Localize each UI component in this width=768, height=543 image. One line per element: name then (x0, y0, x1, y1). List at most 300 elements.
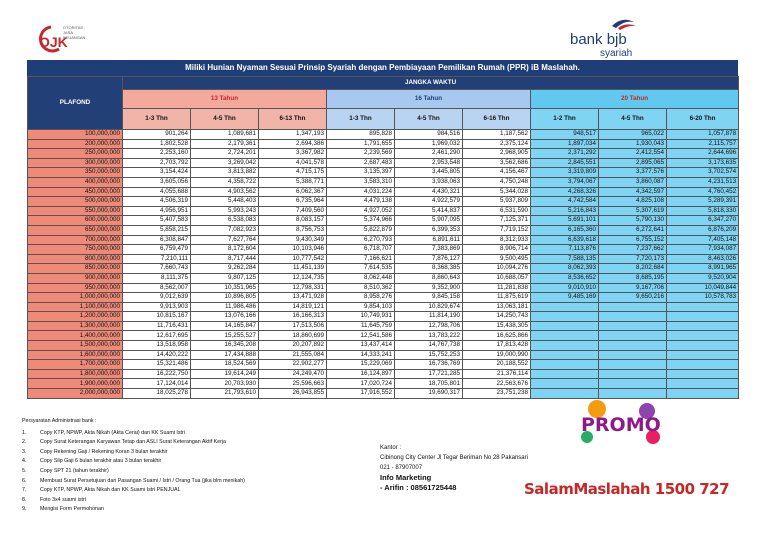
installment-cell: 7,383,869 (395, 245, 463, 255)
installment-cell: 1,089,681 (191, 130, 259, 140)
table-row (28, 216, 739, 226)
installment-cell: 3,562,686 (463, 158, 531, 168)
plafond-cell: 1,800,000,000 (28, 369, 123, 379)
installment-cell: 2,239,569 (327, 149, 395, 159)
installment-cell: 10,829,674 (395, 302, 463, 312)
installment-cell: 5,414,837 (395, 206, 463, 216)
installment-cell: 16,166,313 (259, 312, 327, 322)
installment-cell: 3,135,397 (327, 168, 395, 178)
plafond-cell: 750,000,000 (28, 245, 123, 255)
table-row (28, 177, 739, 187)
requirement-number: 9. (22, 506, 27, 513)
requirement-item (22, 496, 352, 506)
plafond-cell: 500,000,000 (28, 197, 123, 207)
requirements-list (22, 417, 352, 515)
installment-cell: 6,891,611 (395, 235, 463, 245)
installment-cell: 17,721,285 (395, 369, 463, 379)
installment-cell: 21,555,084 (259, 350, 327, 360)
requirement-number: 1. (22, 429, 27, 436)
promo-badge (575, 397, 670, 452)
plafond-cell: 800,000,000 (28, 254, 123, 264)
installment-cell: 4,479,138 (327, 197, 395, 207)
plafond-cell: 450,000,000 (28, 187, 123, 197)
table-row (28, 187, 739, 197)
plafond-cell: 300,000,000 (28, 158, 123, 168)
table-row (28, 139, 739, 149)
plafond-cell: 1,600,000,000 (28, 350, 123, 360)
installment-cell (531, 350, 599, 360)
installment-cell: 10,103,946 (259, 245, 327, 255)
installment-cell: 9,430,349 (259, 235, 327, 245)
installment-cell: 11,281,838 (463, 283, 531, 293)
installment-cell: 8,562,007 (123, 283, 191, 293)
installment-cell: 6,165,360 (531, 225, 599, 235)
installment-cell: 4,358,722 (191, 177, 259, 187)
installment-cell: 12,798,706 (395, 321, 463, 331)
bjb-syariah-logo (560, 12, 680, 62)
installment-cell: 10,578,783 (667, 293, 739, 303)
installment-cell: 12,541,586 (327, 331, 395, 341)
installment-cell: 5,374,966 (327, 216, 395, 226)
plafond-cell: 700,000,000 (28, 235, 123, 245)
installment-cell: 2,687,483 (327, 158, 395, 168)
installment-cell (667, 341, 739, 351)
table-row (28, 369, 739, 379)
requirement-text: Membuat Surat Persetujuan dari Pasangan Suami / Istri / Orang Tua (jika blm menikah) (40, 477, 245, 484)
info-marketing-label: Info Marketing (380, 473, 432, 482)
requirement-number: 5. (22, 467, 27, 474)
installment-cell: 17,434,888 (191, 350, 259, 360)
installment-cell: 2,644,696 (667, 149, 739, 159)
installment-cell: 7,237,662 (599, 245, 667, 255)
installment-cell: 9,807,125 (191, 273, 259, 283)
installment-cell (667, 331, 739, 341)
installment-cell: 8,906,714 (463, 245, 531, 255)
installment-cell: 948,517 (531, 130, 599, 140)
promo-sub: 50% (633, 439, 649, 447)
installment-cell: 3,813,882 (191, 168, 259, 178)
installment-cell: 9,913,903 (123, 302, 191, 312)
installment-cell: 2,375,124 (463, 139, 531, 149)
installment-cell: 8,685,195 (599, 273, 667, 283)
table-row (28, 206, 739, 216)
installment-cell: 1,057,878 (667, 130, 739, 140)
installment-cell: 9,845,158 (395, 293, 463, 303)
table-row (28, 245, 739, 255)
sub-header: 4-5 Thn (599, 109, 667, 130)
installment-cell: 12,124,735 (259, 273, 327, 283)
requirement-number: 4. (22, 458, 27, 465)
installment-cell: 1,802,528 (123, 139, 191, 149)
installment-cell: 10,896,805 (191, 293, 259, 303)
installment-cell: 8,717,444 (191, 254, 259, 264)
installment-cell (531, 369, 599, 379)
installment-cell: 6,308,847 (123, 235, 191, 245)
installment-cell: 5,691,101 (531, 216, 599, 226)
requirement-text: Copy SPT 21 (tahun terakhir) (40, 467, 109, 474)
table-row (28, 264, 739, 274)
installment-cell: 2,179,361 (191, 139, 259, 149)
marketing-contact: - Arifin : 08561725448 (380, 483, 457, 492)
installment-cell: 6,735,964 (259, 197, 327, 207)
installment-cell: 4,268,326 (531, 187, 599, 197)
installment-cell (667, 360, 739, 370)
ojk-logo (33, 19, 103, 61)
installment-cell: 8,202,684 (599, 264, 667, 274)
installment-cell: 17,513,506 (259, 321, 327, 331)
salam-maslahah: SalamMaslahah 1500 727 (524, 480, 730, 498)
installment-cell: 8,510,362 (327, 283, 395, 293)
installment-cell: 8,172,604 (191, 245, 259, 255)
installment-cell: 19,000,990 (463, 350, 531, 360)
installment-cell: 4,927,052 (327, 206, 395, 216)
installment-cell: 17,020,724 (327, 379, 395, 389)
installment-cell (667, 302, 739, 312)
installment-cell: 10,688,057 (463, 273, 531, 283)
installment-cell: 3,938,063 (395, 177, 463, 187)
installment-cell (667, 369, 739, 379)
installment-cell: 24,249,470 (259, 369, 327, 379)
sub-header: 6-16 Thn (463, 109, 531, 130)
group-20-tahun: 20 Tahun (531, 90, 739, 109)
requirement-item (22, 505, 352, 515)
installment-cell: 13,471,928 (259, 293, 327, 303)
installment-cell: 7,082,923 (191, 225, 259, 235)
installment-cell: 13,437,414 (327, 341, 395, 351)
installment-cell: 11,814,190 (395, 312, 463, 322)
promo-banner: Miliki Hunian Nyaman Sesuai Prinsip Syariah dengan Pembiayaan Pemilikan Rumah (PPR) iB Maslahah. (27, 60, 738, 76)
table-row (28, 225, 739, 235)
installment-cell: 3,605,056 (123, 177, 191, 187)
installment-cell: 7,210,111 (123, 254, 191, 264)
installment-cell: 7,876,127 (395, 254, 463, 264)
table-row (28, 321, 739, 331)
installment-cell: 2,703,792 (123, 158, 191, 168)
installment-cell: 7,627,764 (191, 235, 259, 245)
installment-cell: 2,968,905 (463, 149, 531, 159)
requirement-text: Foto 3x4 suami istri (40, 496, 86, 503)
installment-cell: 4,922,579 (395, 197, 463, 207)
office-address: Cibinong City Center Jl Tegar Beriman No 28 Pakansari (380, 455, 528, 461)
installment-cell: 17,916,552 (327, 389, 395, 399)
installment-cell: 15,229,069 (327, 360, 395, 370)
installment-cell: 6,399,353 (395, 225, 463, 235)
installment-cell (667, 350, 739, 360)
installment-cell: 17,813,428 (463, 341, 531, 351)
installment-cell: 7,113,876 (531, 245, 599, 255)
installment-cell: 5,307,619 (599, 206, 667, 216)
installment-cell: 13,783,222 (395, 331, 463, 341)
installment-cell: 20,207,892 (259, 341, 327, 351)
installment-cell: 4,506,319 (123, 197, 191, 207)
installment-cell: 7,660,743 (123, 264, 191, 274)
table-row (28, 341, 739, 351)
ojk-mark: OJK (39, 34, 68, 50)
bjb-sub: syariah (600, 48, 633, 59)
installment-cell: 10,749,931 (327, 312, 395, 322)
installment-cell: 9,352,900 (395, 283, 463, 293)
requirement-number: 7. (22, 487, 27, 494)
group-13-tahun: 13 Tahun (123, 90, 327, 109)
installment-cell: 5,993,243 (191, 206, 259, 216)
installment-cell (667, 312, 739, 322)
installment-cell: 13,518,958 (123, 341, 191, 351)
installment-cell: 13,076,166 (191, 312, 259, 322)
installment-cell: 15,752,253 (395, 350, 463, 360)
installment-cell: 6,538,083 (191, 216, 259, 226)
requirement-text: Copy Slip Gaji 6 bulan terakhir atau 3 bulan terakhir (40, 458, 162, 465)
plafond-header: PLAFOND (28, 77, 123, 130)
installment-cell: 4,825,108 (599, 197, 667, 207)
installment-cell: 3,173,635 (667, 158, 739, 168)
table-row (28, 350, 739, 360)
installment-cell: 7,405,148 (667, 235, 739, 245)
installment-cell: 18,860,699 (259, 331, 327, 341)
installment-cell: 8,083,157 (259, 216, 327, 226)
installment-cell: 6,272,641 (599, 225, 667, 235)
installment-cell: 1,187,562 (463, 130, 531, 140)
table-row (28, 168, 739, 178)
installment-cell: 15,255,527 (191, 331, 259, 341)
plafond-cell: 350,000,000 (28, 168, 123, 178)
installment-cell: 2,953,548 (395, 158, 463, 168)
installment-cell (531, 331, 599, 341)
plafond-cell: 850,000,000 (28, 264, 123, 274)
installment-cell: 7,934,087 (667, 245, 739, 255)
requirement-number: 3. (22, 448, 27, 455)
requirement-item (22, 486, 352, 496)
installment-cell: 6,759,479 (123, 245, 191, 255)
installment-cell: 12,617,695 (123, 331, 191, 341)
plafond-cell: 2,000,000,000 (28, 389, 123, 399)
installment-cell (531, 379, 599, 389)
kantor-label: Kantor : (380, 445, 402, 451)
office-phone: 021 - 87907007 (380, 465, 423, 471)
requirements-title: Persyaratan Administrasi bank : (22, 418, 97, 424)
installment-cell: 20,703,930 (191, 379, 259, 389)
installment-cell: 2,845,551 (531, 158, 599, 168)
installment-cell: 19,614,249 (191, 369, 259, 379)
table-row (28, 158, 739, 168)
plafond-cell: 1,000,000,000 (28, 293, 123, 303)
installment-cell: 8,756,753 (259, 225, 327, 235)
installment-cell: 7,125,371 (463, 216, 531, 226)
installment-cell: 26,943,855 (259, 389, 327, 399)
installment-cell: 8,536,652 (531, 273, 599, 283)
table-row (28, 293, 739, 303)
installment-cell: 5,822,879 (327, 225, 395, 235)
installment-cell: 10,049,844 (667, 283, 739, 293)
installment-cell: 5,818,330 (667, 206, 739, 216)
table-row (28, 302, 739, 312)
installment-cell: 16,625,866 (463, 331, 531, 341)
installment-cell: 9,262,284 (191, 264, 259, 274)
installment-cell: 8,463,026 (667, 254, 739, 264)
installment-cell: 7,614,535 (327, 264, 395, 274)
installment-cell: 4,742,584 (531, 197, 599, 207)
installment-cell: 4,430,321 (395, 187, 463, 197)
installment-cell: 6,531,590 (463, 206, 531, 216)
installment-cell: 10,351,965 (191, 283, 259, 293)
installment-cell: 8,860,643 (395, 273, 463, 283)
installment-cell (531, 321, 599, 331)
installment-cell: 9,485,169 (531, 293, 599, 303)
installment-cell: 16,124,897 (327, 369, 395, 379)
installment-cell: 21,793,610 (191, 389, 259, 399)
installment-cell: 22,563,676 (463, 379, 531, 389)
plafond-cell: 950,000,000 (28, 283, 123, 293)
requirement-number: 6. (22, 477, 27, 484)
plafond-cell: 650,000,000 (28, 225, 123, 235)
installment-cell: 10,094,276 (463, 264, 531, 274)
plafond-cell: 1,300,000,000 (28, 321, 123, 331)
plafond-cell: 1,500,000,000 (28, 341, 123, 351)
installment-cell: 14,250,743 (463, 312, 531, 322)
installment-cell (531, 360, 599, 370)
requirement-item (22, 438, 352, 448)
sub-header: 1-2 Thn (531, 109, 599, 130)
rates-body (28, 130, 739, 399)
sub-header: 6-13 Thn (259, 109, 327, 130)
installment-cell: 14,819,121 (259, 302, 327, 312)
installment-cell (599, 302, 667, 312)
table-row (28, 235, 739, 245)
installment-cell: 5,216,843 (531, 206, 599, 216)
installment-cell: 11,716,431 (123, 321, 191, 331)
installment-cell: 11,986,486 (191, 302, 259, 312)
installment-cell: 5,407,583 (123, 216, 191, 226)
installment-cell: 2,724,201 (191, 149, 259, 159)
installment-cell: 3,583,310 (327, 177, 395, 187)
plafond-cell: 550,000,000 (28, 206, 123, 216)
installment-cell: 6,755,152 (599, 235, 667, 245)
plafond-cell: 200,000,000 (28, 139, 123, 149)
installment-cell (531, 312, 599, 322)
plafond-cell: 1,200,000,000 (28, 312, 123, 322)
requirement-text: Copy Surat Keterangan Karyawan Tetap dan ASLI Surat Keterangan Aktif Kerja (40, 439, 227, 446)
installment-cell: 8,991,965 (667, 264, 739, 274)
requirement-item (22, 448, 352, 458)
installment-cell: 13,063,181 (463, 302, 531, 312)
installment-cell: 4,956,951 (123, 206, 191, 216)
installment-cell: 11,645,759 (327, 321, 395, 331)
installment-cell: 9,650,216 (599, 293, 667, 303)
sub-header: 1-3 Thn (123, 109, 191, 130)
installment-cell (599, 341, 667, 351)
installment-cell: 4,041,578 (259, 158, 327, 168)
installment-cell: 1,969,032 (395, 139, 463, 149)
installment-cell: 25,596,663 (259, 379, 327, 389)
installment-cell (599, 369, 667, 379)
installment-cell: 21,376,114 (463, 369, 531, 379)
plafond-cell: 1,400,000,000 (28, 331, 123, 341)
installment-cell: 901,264 (123, 130, 191, 140)
installment-cell: 1,930,043 (599, 139, 667, 149)
table-row (28, 331, 739, 341)
rates-table (27, 76, 739, 399)
installment-cell (599, 331, 667, 341)
installment-cell: 17,124,014 (123, 379, 191, 389)
installment-cell (667, 379, 739, 389)
installment-cell: 6,718,707 (327, 245, 395, 255)
installment-cell: 18,524,569 (191, 360, 259, 370)
installment-cell: 4,156,467 (463, 168, 531, 178)
installment-cell (599, 360, 667, 370)
installment-cell: 23,751,238 (463, 389, 531, 399)
installment-cell: 7,720,173 (599, 254, 667, 264)
installment-cell: 14,767,738 (395, 341, 463, 351)
installment-cell: 14,420,222 (123, 350, 191, 360)
table-row (28, 130, 739, 140)
installment-cell: 16,222,750 (123, 369, 191, 379)
installment-cell: 2,115,757 (667, 139, 739, 149)
installment-cell (531, 302, 599, 312)
plafond-cell: 1,900,000,000 (28, 379, 123, 389)
installment-cell: 5,344,028 (463, 187, 531, 197)
plafond-cell: 1,100,000,000 (28, 302, 123, 312)
installment-cell: 2,694,386 (259, 139, 327, 149)
promo-text: PROMO (581, 414, 661, 436)
requirement-number: 2. (22, 439, 27, 446)
installment-cell: 6,062,367 (259, 187, 327, 197)
installment-cell: 15,438,305 (463, 321, 531, 331)
installment-cell: 4,760,452 (667, 187, 739, 197)
plafond-cell: 600,000,000 (28, 216, 123, 226)
installment-cell: 3,269,042 (191, 158, 259, 168)
installment-cell: 9,010,910 (531, 283, 599, 293)
plafond-cell: 900,000,000 (28, 273, 123, 283)
installment-cell: 2,253,160 (123, 149, 191, 159)
installment-cell: 3,702,574 (667, 168, 739, 178)
installment-cell (667, 321, 739, 331)
installment-cell: 2,461,290 (395, 149, 463, 159)
installment-cell: 4,231,513 (667, 177, 739, 187)
table-row (28, 360, 739, 370)
table-row (28, 273, 739, 283)
installment-cell: 6,270,793 (327, 235, 395, 245)
installment-cell: 4,342,597 (599, 187, 667, 197)
installment-cell: 895,828 (327, 130, 395, 140)
installment-cell: 984,516 (395, 130, 463, 140)
installment-cell: 5,388,771 (259, 177, 327, 187)
installment-cell: 3,367,982 (259, 149, 327, 159)
installment-cell: 8,062,448 (327, 273, 395, 283)
installment-cell: 3,377,576 (599, 168, 667, 178)
installment-cell: 5,907,095 (395, 216, 463, 226)
installment-cell: 7,719,152 (463, 225, 531, 235)
sub-header: 6-20 Thn (667, 109, 739, 130)
installment-cell: 7,409,560 (259, 206, 327, 216)
requirement-text: Copy KTP, NPWP, Akta Nikah dan KK Suami Istri PENJUAL (40, 487, 181, 494)
plafond-cell: 250,000,000 (28, 149, 123, 159)
installment-cell: 4,031,224 (327, 187, 395, 197)
sub-header: 1-3 Thn (327, 109, 395, 130)
installment-cell: 18,705,801 (395, 379, 463, 389)
installment-cell: 18,025,278 (123, 389, 191, 399)
installment-cell (599, 312, 667, 322)
installment-cell: 5,858,215 (123, 225, 191, 235)
requirement-item (22, 477, 352, 487)
installment-cell (667, 389, 739, 399)
installment-cell (531, 341, 599, 351)
installment-cell: 10,777,542 (259, 254, 327, 264)
bjb-brand: bank bjb (570, 31, 627, 48)
requirement-text: Copy KTP, NPWP, Akta Nikah (Akta Cerai) dan KK Suami Istri (40, 429, 185, 436)
installment-cell: 1,791,655 (327, 139, 395, 149)
installment-cell: 1,897,034 (531, 139, 599, 149)
installment-cell (599, 321, 667, 331)
installment-cell: 4,750,248 (463, 177, 531, 187)
